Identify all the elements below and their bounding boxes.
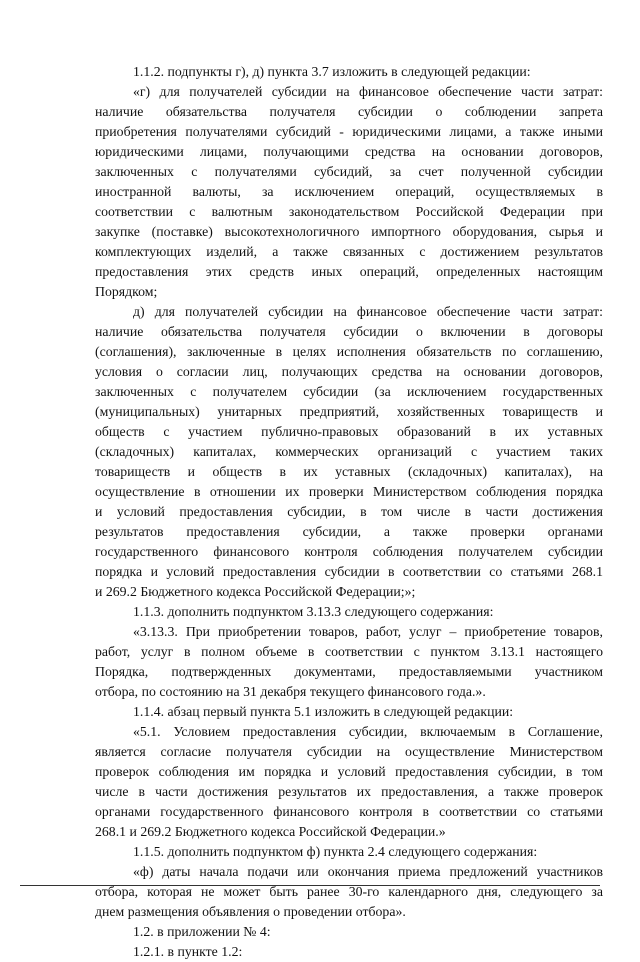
text-line: (муниципальных) унитарных предприятий, хозяйственных товариществ и bbox=[95, 404, 603, 419]
text-line: 1.1.4. абзац первый пункта 5.1 изложить в следующей редакции: bbox=[133, 704, 514, 719]
text-line: органами государственного финансового контроля в соответствии со статьями bbox=[95, 804, 603, 819]
text-line: «ф) даты начала подачи или окончания приема предложений участников bbox=[133, 864, 603, 879]
text-line: приобретения получателями субсидий - юридическими лицами, а также иными bbox=[95, 124, 603, 139]
text-line: государственного финансового контроля соблюдения получателем субсидии bbox=[95, 544, 603, 559]
text-line: и условий предоставления субсидии, в том числе в части достижения bbox=[95, 504, 603, 519]
text-line: условия о согласии лиц, получающих средства на основании договоров, bbox=[95, 364, 603, 379]
text-line: работ, услуг в полном объеме в соответствии с пунктом 3.13.1 настоящего bbox=[95, 644, 603, 659]
text-line: «г) для получателей субсидии на финансовое обеспечение части затрат: bbox=[133, 84, 603, 99]
text-line: проверок соблюдения им порядка и условий предоставления субсидии, в том bbox=[95, 764, 603, 779]
text-line: Порядком; bbox=[95, 284, 158, 299]
text-line: 268.1 и 269.2 Бюджетного кодекса Российской Федерации.» bbox=[95, 824, 446, 839]
text-line: обществ с участием публично-правовых образований в их уставных bbox=[95, 424, 603, 439]
text-line: наличие обязательства получателя субсидии о включении в договоры bbox=[95, 324, 603, 339]
text-line: предоставления этих средств иных операций, определенных настоящим bbox=[95, 264, 603, 279]
text-line: д) для получателей субсидии на финансовое обеспечение части затрат: bbox=[133, 304, 603, 319]
text-line: заключенных с получателями субсидий, за счет полученной субсидии bbox=[95, 164, 603, 179]
text-line: Порядка, подтвержденных документами, предоставляемыми участником bbox=[95, 664, 603, 679]
text-line: числе в части достижения результатов их предоставления, а также проверок bbox=[95, 784, 603, 799]
text-line: юридическими лицами, получающими средства на основании договоров, bbox=[95, 144, 603, 159]
document-body bbox=[95, 62, 603, 962]
text-line: является согласие получателя субсидии на осуществление Министерством bbox=[95, 744, 603, 759]
text-line: отбора, которая не может быть ранее 30-го календарного дня, следующего за bbox=[95, 884, 603, 899]
text-line: «3.13.3. При приобретении товаров, работ, услуг – приобретение товаров, bbox=[133, 624, 603, 639]
text-line: заключенных с получателем субсидии (за исключением государственных bbox=[95, 384, 603, 399]
text-line: (складочных) капиталах, коммерческих организаций с участием таких bbox=[95, 444, 603, 459]
text-line: порядка и условий предоставления субсидии в соответствии со статьями 268.1 bbox=[95, 564, 603, 579]
text-line: иностранной валюты, за исключением операций, осуществляемых в bbox=[95, 184, 603, 199]
text-line: наличие обязательства получателя субсидии о соблюдении запрета bbox=[95, 104, 603, 119]
text-line: 1.2. в приложении № 4: bbox=[133, 924, 271, 939]
text-line: закупке (поставке) высокотехнологичного импортного оборудования, сырья и bbox=[95, 224, 603, 239]
text-line: соответствии с валютным законодательством Российской Федерации при bbox=[95, 204, 603, 219]
text-line: 1.1.3. дополнить подпунктом 3.13.3 следующего содержания: bbox=[133, 604, 494, 619]
text-line: отбора, по состоянию на 31 декабря текущего финансового года.». bbox=[95, 684, 486, 699]
text-line: 1.2.1. в пункте 1.2: bbox=[133, 944, 243, 959]
text-line: результатов предоставления субсидии, а также проверки органами bbox=[95, 524, 603, 539]
text-line: осуществление в отношении их проверки Министерством соблюдения порядка bbox=[95, 484, 603, 499]
text-line: (соглашения), заключенные в целях исполнения обязательств по соглашению, bbox=[95, 344, 603, 359]
text-line: «5.1. Условием предоставления субсидии, включаемым в Соглашение, bbox=[133, 724, 603, 739]
text-line: 1.1.5. дополнить подпунктом ф) пункта 2.4 следующего содержания: bbox=[133, 844, 538, 859]
text-line: и 269.2 Бюджетного кодекса Российской Федерации;»; bbox=[95, 584, 416, 599]
text-line: комплектующих изделий, а также связанных с достижением результатов bbox=[95, 244, 603, 259]
text-line: днем размещения объявления о проведении отбора». bbox=[95, 904, 406, 919]
text-line: 1.1.2. подпункты г), д) пункта 3.7 изложить в следующей редакции: bbox=[133, 64, 531, 79]
text-line: товариществ и обществ в их уставных (складочных) капиталах), на bbox=[95, 464, 603, 479]
footer-divider bbox=[20, 885, 600, 886]
